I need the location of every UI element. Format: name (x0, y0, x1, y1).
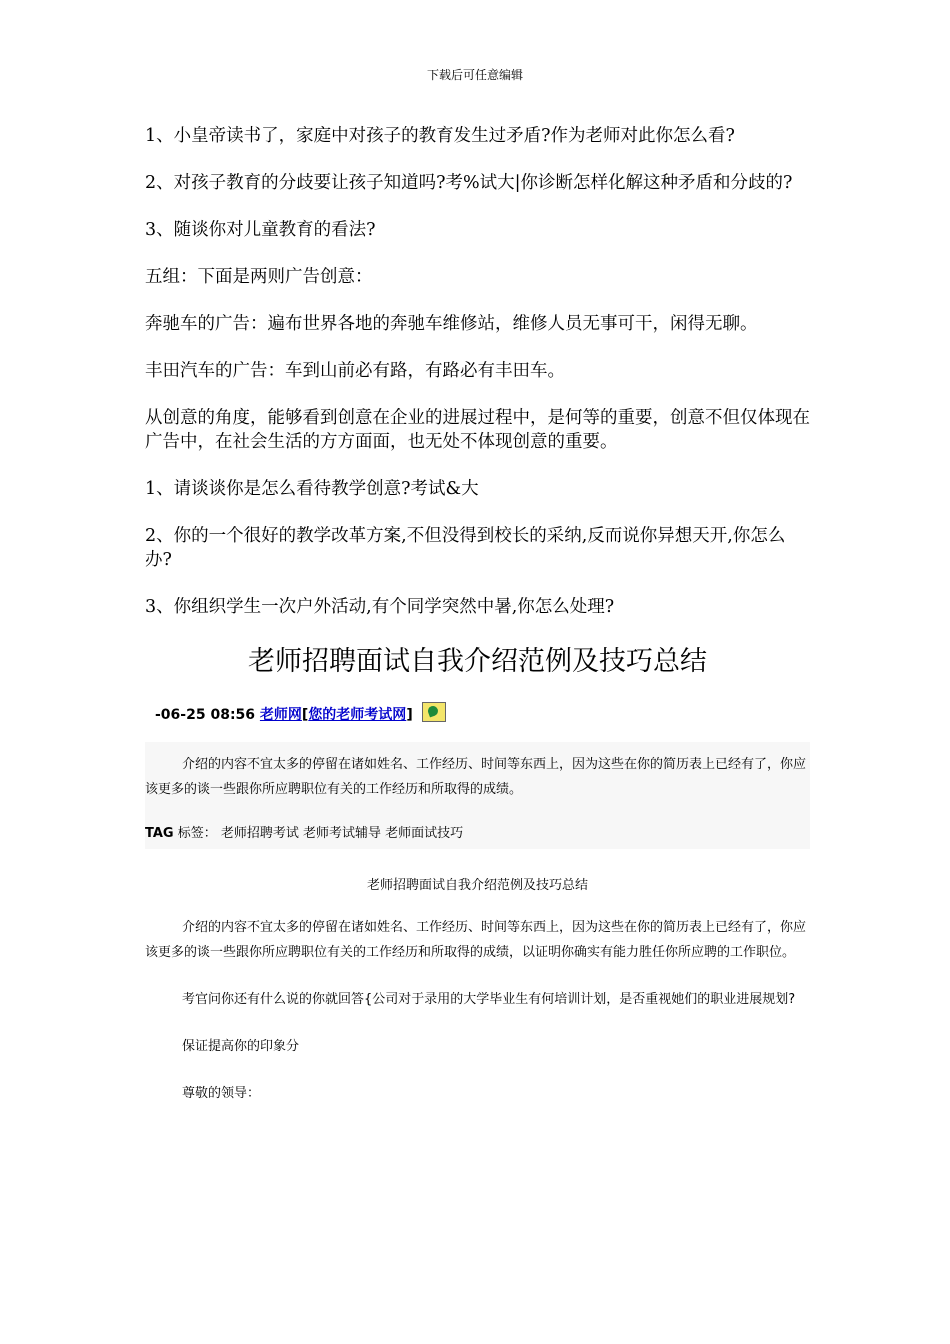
creativity-paragraph: 从创意的角度，能够看到创意在企业的进展过程中，是何等的重要，创意不但仅体现在广告中，在社会生活的方方面面，也无处不体现创意的重要。 (145, 408, 810, 452)
tag-suffix: 标签： (173, 826, 217, 841)
bracket-close: ] (406, 707, 413, 723)
article-meta (155, 702, 810, 724)
bracket-open: [ (301, 707, 309, 723)
source-link[interactable]: 老师网 (259, 707, 302, 723)
download-icon[interactable] (422, 702, 446, 722)
creativity-question-1: 1、请谈谈你是怎么看待教学创意?考试&大 (145, 479, 479, 499)
page-header: 下载后可任意编辑 (426, 68, 523, 82)
question-2: 2、对孩子教育的分歧要让孩子知道吗?考%试大|你诊断怎样化解这种矛盾和分歧的? (145, 173, 793, 193)
tag-label: TAG (145, 826, 174, 841)
document-body (145, 124, 810, 1106)
article-paragraph: 保证提高你的印象分 (182, 1039, 300, 1054)
source-link-2[interactable]: 您的老师考试网 (308, 707, 407, 723)
article-subtitle: 老师招聘面试自我介绍范例及技巧总结 (366, 878, 588, 893)
tag-line (145, 822, 810, 841)
question-3: 3、随谈你对儿童教育的看法? (145, 220, 376, 240)
group-five-heading: 五组：下面是两则广告创意： (145, 267, 373, 287)
summary-text: 介绍的内容不宜太多的停留在诸如姓名、工作经历、时间等东西上，因为这些在你的简历表上已经有了，你应该更多的谈一些跟你所应聘职位有关的工作经历和所取得的成绩。 (145, 757, 807, 797)
article-title: 老师招聘面试自我介绍范例及技巧总结 (248, 646, 707, 677)
tag-list[interactable]: 老师招聘考试 老师考试辅导 老师面试技巧 (220, 826, 464, 841)
benz-ad: 奔驰车的广告：遍布世界各地的奔驰车维修站，维修人员无事可干，闲得无聊。 (145, 314, 758, 334)
summary-box (145, 742, 810, 849)
article-paragraph: 介绍的内容不宜太多的停留在诸如姓名、工作经历、时间等东西上，因为这些在你的简历表上已经有了，你应该更多的谈一些跟你所应聘职位有关的工作经历和所取得的成绩，以证明你确实有能力胜任你所应聘的工作职位。 (145, 920, 807, 960)
creativity-question-2: 2、你的一个很好的教学改革方案,不但没得到校长的采纳,反而说你异想天开,你怎么办? (145, 526, 786, 570)
creativity-question-3: 3、你组织学生一次户外活动,有个同学突然中暑,你怎么处理? (145, 597, 615, 617)
question-1: 1、小皇帝读书了，家庭中对孩子的教育发生过矛盾?作为老师对此你怎么看? (145, 126, 735, 146)
article-paragraph: 尊敬的领导： (182, 1086, 261, 1101)
article-date: -06-25 08:56 (155, 707, 256, 723)
article-paragraph: 考官问你还有什么说的你就回答{公司对于录用的大学毕业生有何培训计划，是否重视她们的职业进展规划? (182, 992, 796, 1007)
toyota-ad: 丰田汽车的广告：车到山前必有路，有路必有丰田车。 (145, 361, 565, 381)
